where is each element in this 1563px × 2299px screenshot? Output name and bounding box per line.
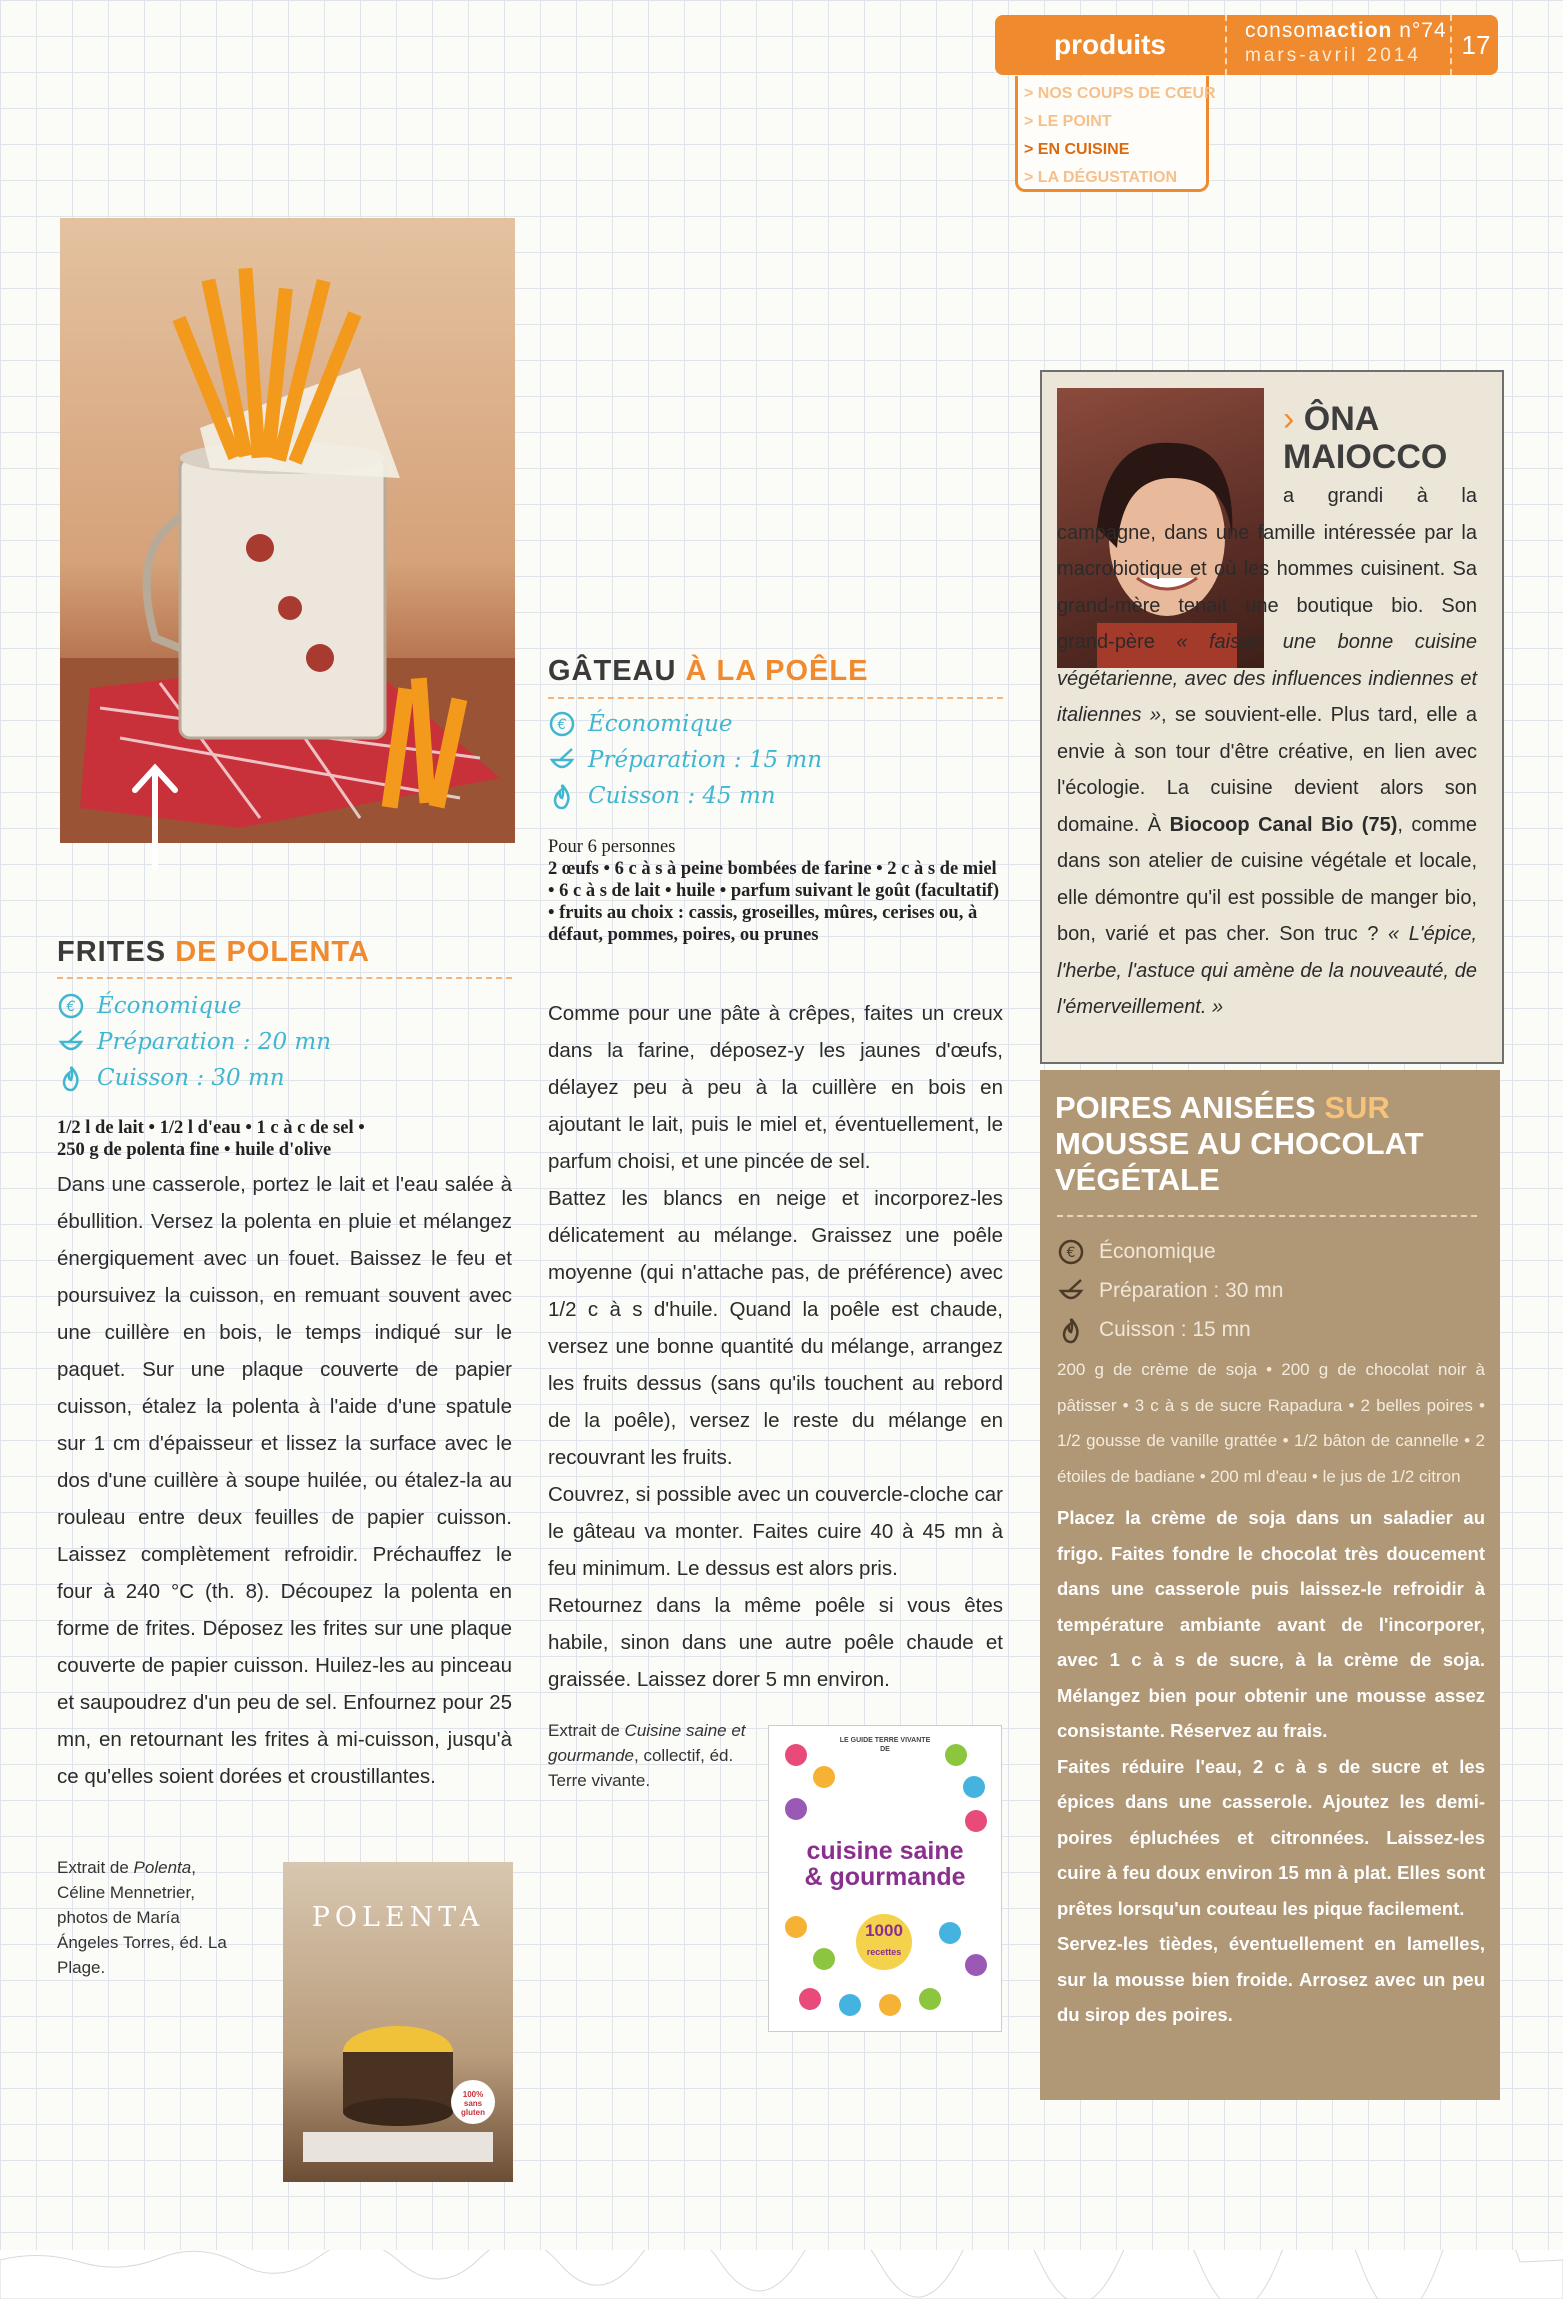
- recipe-title-poires: POIRES ANISÉES SUR MOUSSE AU CHOCOLAT VÉGÉTALE: [1055, 1090, 1424, 1197]
- meta-economy: € Économique: [1057, 1232, 1283, 1271]
- credit-polenta: Extrait de Polenta, Céline Mennetrier, photos de María Ángeles Torres, éd. La Plage.: [57, 1858, 227, 1977]
- euro-icon: [57, 992, 85, 1020]
- book-cover-cuisine-saine: LE GUIDE TERRE VIVANTE DE cuisine saine & gourmande 1000 recettes: [768, 1725, 1002, 2032]
- euro-icon: [548, 710, 576, 738]
- title-divider: [548, 697, 1003, 699]
- recipe-meta-gateau: [548, 706, 822, 814]
- subnav-item[interactable]: > NOS COUPS DE CŒUR: [1024, 85, 1216, 102]
- meta-economy: € Économique: [548, 706, 822, 742]
- euro-icon: [1057, 1238, 1085, 1266]
- decor-dot: [785, 1798, 807, 1820]
- ingredients-gateau: Pour 6 personnes 2 œufs • 6 c à s à peine bombées de farine • 2 c à s de miel • 6 c à s de lait • huile • parfum suivant le goût (facultatif) • fruits au choix : cassis, groseilles, mûres, cerises ou, à défaut, pommes, poires, ou prunes: [548, 837, 1000, 945]
- magazine-name: consomaction n°74: [1245, 19, 1447, 42]
- decor-dot: [785, 1744, 807, 1766]
- decor-dot: [919, 1988, 941, 2010]
- subnav-item-active[interactable]: > EN CUISINE: [1024, 141, 1130, 158]
- meta-prep: Préparation : 15 mn: [548, 742, 822, 778]
- method-poires: Placez la crème de soja dans un saladier au frigo. Faites fondre le chocolat très doucement dans une casserole puis laissez-le refroidir à température ambiante avant de l'incorporer, avec 1 c à s de sucre, à la crème de soja. Mélangez bien pour obtenir une mousse assez consistante. Réservez au frais. Faites réduire l'eau, 2 c à s de sucre et les épices dans une casserole. Ajoutez les demi-poires épluchées et citronnées. Laissez-les cuire à feu doux environ 15 mn à plat. Elles sont prêtes lorsqu'un couteau les pique facilement. Servez-les tièdes, éventuellement en lamelles, sur la mousse bien froide. Arrosez avec un peu du sirop des poires.: [1057, 1507, 1485, 2025]
- flame-icon: [1057, 1316, 1085, 1344]
- whisk-bowl-icon: [1057, 1277, 1085, 1305]
- decor-dot: [939, 1922, 961, 1944]
- decor-dot: [785, 1916, 807, 1938]
- author-bio: a grandi à la campagne, dans une famille intéressée par la macrobiotique et où les hommes cuisinent. Sa grand-mère tenait une boutique bio. Son grand-père « faisait une bonne cuisine végétarienne, avec des influences indiennes et italiennes », se souvient-elle. Plus tard, elle a envie à son tour d'être créative, en lien avec l'écologie. La cuisine devient alors son domaine. À Biocoop Canal Bio (75), comme dans son atelier de cuisine végétale et locale, elle démontre qu'il est possible de manger bio, bon, varié et pas cher. Son truc ? « L'épice, l'herbe, l'astuce qui amène de la nouveauté, de l'émerveillement. »: [1057, 485, 1478, 1018]
- meta-economy: € Économique: [57, 988, 331, 1024]
- svg-text:€: €: [1066, 1244, 1076, 1261]
- meta-cook: Cuisson : 30 mn: [57, 1060, 331, 1096]
- hand-drawn-arrow-decoration: [120, 760, 190, 870]
- subnav-item[interactable]: > LA DÉGUSTATION: [1024, 169, 1178, 186]
- decor-dot: [799, 1988, 821, 2010]
- method-gateau: Comme pour une pâte à crêpes, faites un creux dans la farine, déposez-y les jaunes d'œufs, délayez peu à peu à la cuillère en bois en ajoutant le lait, puis le miel et, éventuellement, le parfum choisi, et une pincée de sel. Battez les blancs en neige et incorporez-les délicatement au mélange. Graissez une poêle moyenne (qui n'attache pas, de préférence) avec 1/2 c à s d'huile. Quand la poêle est chaude, versez une bonne quantité du mélange, arrangez les fruits dessus (sans qu'ils touchent au rebord de la poêle), versez le reste du mélange en recouvrant les fruits. Couvrez, si possible avec un couvercle-cloche car le gâteau va monter. Faites cuire 40 à 45 mn à feu minimum. Le dessus est alors pris. Retournez dans la même poêle si vous êtes habile, sinon dans une autre poêle chaude et graissée. Laissez dorer 5 mn environ.: [548, 1002, 1003, 1691]
- ingredients-frites: 1/2 l de lait • 1/2 l d'eau • 1 c à c de sel • 250 g de polenta fine • huile d'olive: [57, 1118, 365, 1160]
- decor-dot: [965, 1954, 987, 1976]
- page-number: 17: [1450, 15, 1500, 75]
- decor-dot: [839, 1994, 861, 2016]
- title-divider: [57, 977, 512, 979]
- whisk-bowl-icon: [548, 746, 576, 774]
- svg-text:€: €: [66, 999, 76, 1015]
- recipe-meta-poires: [1057, 1232, 1283, 1349]
- whisk-bowl-icon: [57, 1028, 85, 1056]
- recipe-meta-frites: [57, 988, 331, 1096]
- decor-dot: [813, 1766, 835, 1788]
- cuisine-book-title: cuisine saine & gourmande: [804, 1837, 966, 1891]
- torn-paper-edge: [0, 2250, 1563, 2299]
- flame-icon: [548, 782, 576, 810]
- meta-cook: Cuisson : 45 mn: [548, 778, 822, 814]
- section-subnav: [1015, 76, 1216, 192]
- flame-icon: [57, 1064, 85, 1092]
- credit-cuisine: Extrait de Cuisine saine et gourmande, collectif, éd. Terre vivante.: [548, 1721, 746, 1790]
- decor-dot: [879, 1994, 901, 2016]
- page-header: [995, 15, 1498, 75]
- issue-date: mars-avril 2014: [1245, 45, 1421, 66]
- gluten-free-badge: 100% sans gluten: [461, 2090, 485, 2117]
- book-cover-polenta: POLENTA 100% sans gluten: [283, 1862, 513, 2182]
- method-frites: Dans une casserole, portez le lait et l'eau salée à ébullition. Versez la polenta en pluie et mélangez énergiquement avec un fouet. Baissez le feu et poursuivez la cuisson, en remuant souvent avec une cuillère en bois, le temps indiqué sur le paquet. Sur une plaque couverte de papier cuisson, étalez la polenta à l'aide d'une spatule sur 1 cm d'épaisseur et lissez la surface avec le dos d'une cuillère à soupe huilée, ou étalez-la au rouleau entre deux feuilles de papier cuisson. Laissez complètement refroidir. Préchauffez le four à 240 °C (th. 8). Découpez la polenta en forme de frites. Déposez les frites sur une plaque couverte de papier cuisson. Huilez-les au pinceau et saupoudrez d'un peu de sel. Enfournez pour 25 mn, en retournant les frites à mi-cuisson, jusqu'à ce qu'elles soient dorées et croustillantes.: [57, 1173, 512, 1788]
- meta-cook: Cuisson : 15 mn: [1057, 1310, 1283, 1349]
- recipe-title-gateau: GÂTEAU À LA POÊLE: [548, 655, 869, 687]
- author-name: › ÔNA MAIOCCO: [1283, 400, 1448, 476]
- decor-dot: [945, 1744, 967, 1766]
- recipe-title-frites: FRITES DE POLENTA: [57, 936, 370, 968]
- meta-prep: Préparation : 20 mn: [57, 1024, 331, 1060]
- decor-dot: [963, 1776, 985, 1798]
- ingredients-poires: 200 g de crème de soja • 200 g de chocolat noir à pâtisser • 3 c à s de sucre Rapadura • 2 belles poires • 1/2 gousse de vanille grattée • 1/2 bâton de cannelle • 2 étoiles de badiane • 200 ml d'eau • le jus de 1/2 citron: [1057, 1360, 1485, 1486]
- svg-text:€: €: [557, 717, 567, 733]
- polenta-fries-photo: [60, 218, 515, 843]
- decor-dot: [813, 1948, 835, 1970]
- decor-dot: [965, 1810, 987, 1832]
- title-divider: [1057, 1215, 1477, 1217]
- subnav-item[interactable]: > LE POINT: [1024, 113, 1112, 130]
- meta-prep: Préparation : 30 mn: [1057, 1271, 1283, 1310]
- recipe-count-badge: 1000 recettes: [856, 1914, 912, 1970]
- section-label[interactable]: produits: [995, 15, 1227, 75]
